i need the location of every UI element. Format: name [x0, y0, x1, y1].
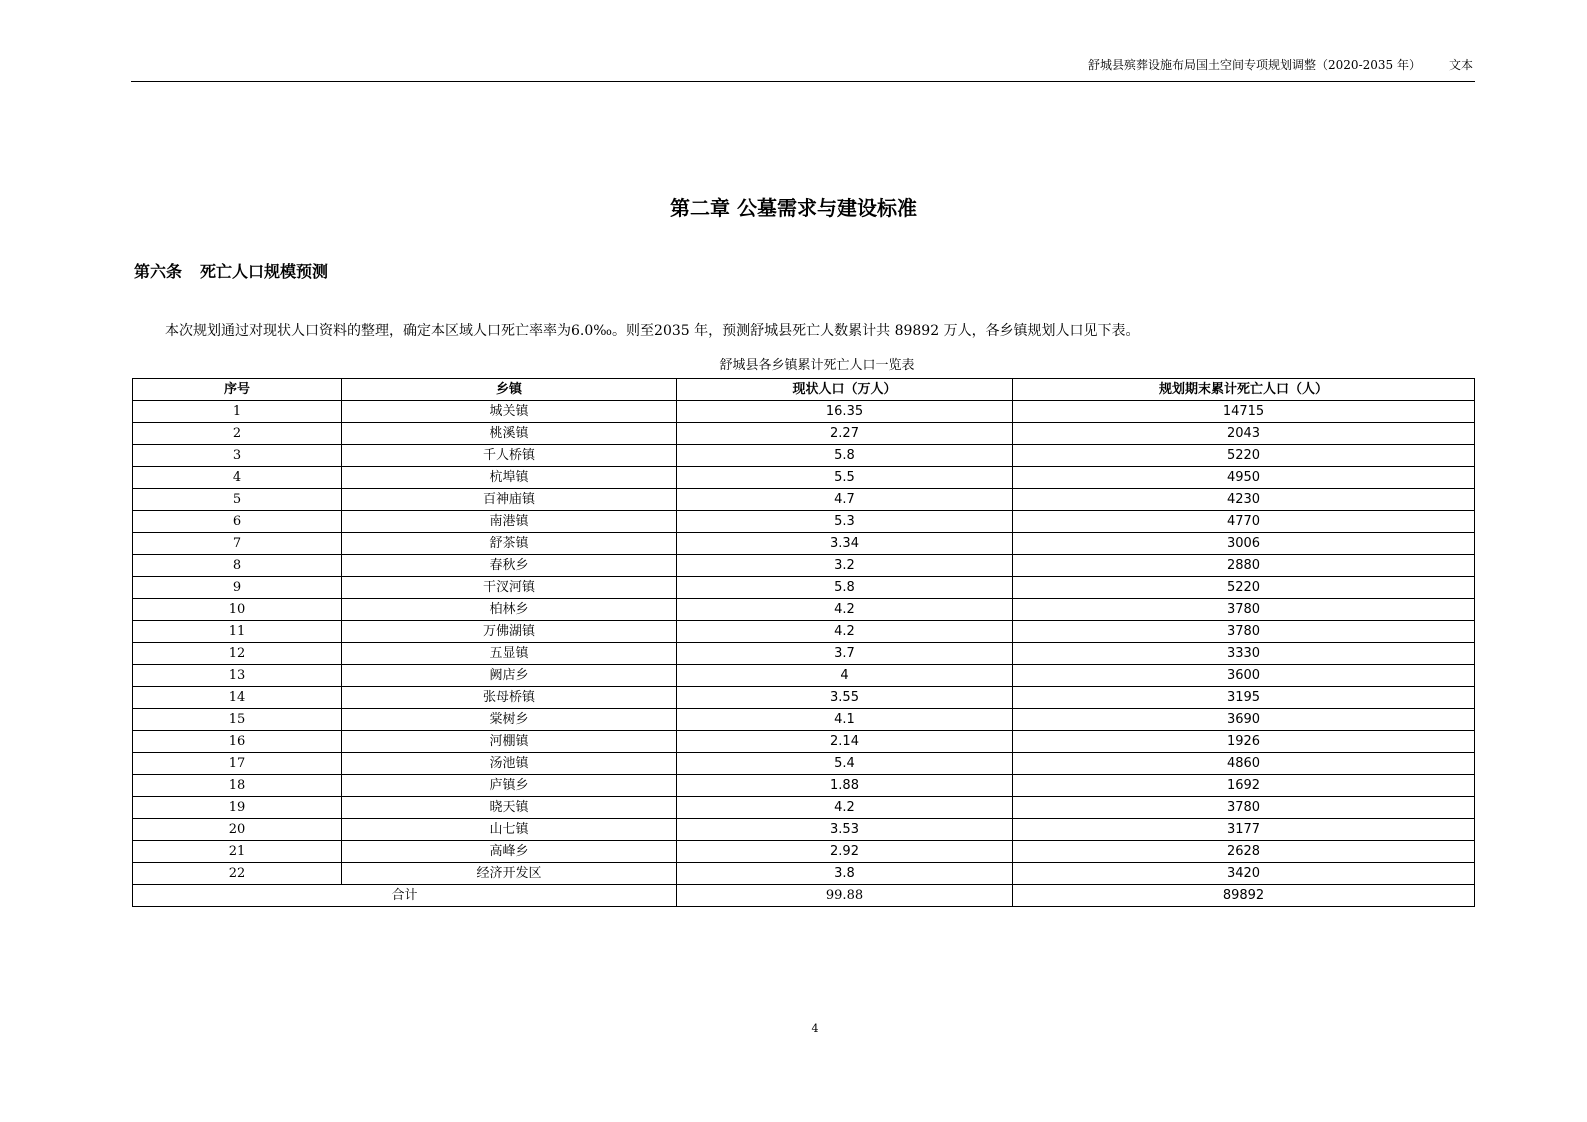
- cell-township: 杭埠镇: [342, 467, 677, 489]
- cell-index: 17: [133, 753, 342, 775]
- table-row: [133, 599, 1475, 621]
- cell-index: 11: [133, 621, 342, 643]
- table-row: [133, 819, 1475, 841]
- cell-index: 1: [133, 401, 342, 423]
- table-row: [133, 775, 1475, 797]
- cell-population: 1.88: [677, 775, 1013, 797]
- section-number: 第六条: [134, 262, 183, 281]
- cell-township: 百神庙镇: [342, 489, 677, 511]
- cell-township: 晓天镇: [342, 797, 677, 819]
- cell-deaths: 3600: [1013, 665, 1475, 687]
- section-name: 死亡人口规模预测: [200, 262, 329, 281]
- table-row: [133, 445, 1475, 467]
- cell-deaths: 3690: [1013, 709, 1475, 731]
- table-row: [133, 555, 1475, 577]
- cell-index: 14: [133, 687, 342, 709]
- table-row: [133, 511, 1475, 533]
- cell-population: 3.7: [677, 643, 1013, 665]
- cell-index: 19: [133, 797, 342, 819]
- cell-township: 桃溪镇: [342, 423, 677, 445]
- cell-population: 5.3: [677, 511, 1013, 533]
- cell-deaths: 4860: [1013, 753, 1475, 775]
- cell-deaths: 1926: [1013, 731, 1475, 753]
- cell-index: 22: [133, 863, 342, 885]
- cell-deaths: 3006: [1013, 533, 1475, 555]
- header-index: 序号: [133, 379, 342, 401]
- table-body: [133, 401, 1475, 885]
- header-divider: [131, 81, 1475, 82]
- cell-index: 7: [133, 533, 342, 555]
- table-caption: 舒城县各乡镇累计死亡人口一览表: [719, 358, 915, 373]
- cell-township: 阙店乡: [342, 665, 677, 687]
- cell-index: 13: [133, 665, 342, 687]
- cell-deaths: 2880: [1013, 555, 1475, 577]
- header-doc-type: 文本: [1448, 58, 1473, 72]
- header-population: 现状人口（万人）: [677, 379, 1013, 401]
- cell-deaths: 14715: [1013, 401, 1475, 423]
- cell-population: 3.53: [677, 819, 1013, 841]
- cell-deaths: 3780: [1013, 599, 1475, 621]
- table-row: [133, 533, 1475, 555]
- cell-township: 山七镇: [342, 819, 677, 841]
- cell-index: 6: [133, 511, 342, 533]
- cell-population: 4.2: [677, 797, 1013, 819]
- cell-index: 12: [133, 643, 342, 665]
- cell-population: 5.5: [677, 467, 1013, 489]
- cell-population: 3.2: [677, 555, 1013, 577]
- table-row: [133, 841, 1475, 863]
- cell-index: 4: [133, 467, 342, 489]
- cell-index: 8: [133, 555, 342, 577]
- table-row: [133, 665, 1475, 687]
- table-row: [133, 753, 1475, 775]
- total-deaths: 89892: [1013, 885, 1475, 907]
- cell-township: 汤池镇: [342, 753, 677, 775]
- total-population: 99.88: [677, 885, 1013, 907]
- cell-deaths: 4770: [1013, 511, 1475, 533]
- cell-index: 9: [133, 577, 342, 599]
- table-header-row: [133, 379, 1475, 401]
- cell-population: 3.8: [677, 863, 1013, 885]
- table-row: [133, 489, 1475, 511]
- total-label: 合计: [133, 885, 677, 907]
- header-township: 乡镇: [342, 379, 677, 401]
- body-paragraph: 本次规划通过对现状人口资料的整理，确定本区域人口死亡率率为6.0‰。则至2035 年，预测舒城县死亡人数累计共 89892 万人，各乡镇规划人口见下表。: [165, 323, 1140, 339]
- table-row: [133, 709, 1475, 731]
- cell-index: 21: [133, 841, 342, 863]
- cell-deaths: 4950: [1013, 467, 1475, 489]
- cell-population: 3.55: [677, 687, 1013, 709]
- cell-township: 经济开发区: [342, 863, 677, 885]
- cell-township: 张母桥镇: [342, 687, 677, 709]
- cell-population: 5.8: [677, 445, 1013, 467]
- cell-deaths: 5220: [1013, 577, 1475, 599]
- cell-index: 3: [133, 445, 342, 467]
- cell-township: 城关镇: [342, 401, 677, 423]
- cell-deaths: 3195: [1013, 687, 1475, 709]
- table-row: [133, 401, 1475, 423]
- cell-population: 5.4: [677, 753, 1013, 775]
- cell-township: 千人桥镇: [342, 445, 677, 467]
- chapter-title: 第二章 公墓需求与建设标准: [670, 196, 917, 220]
- cell-population: 2.27: [677, 423, 1013, 445]
- cell-population: 4.1: [677, 709, 1013, 731]
- cell-township: 南港镇: [342, 511, 677, 533]
- cell-township: 五显镇: [342, 643, 677, 665]
- section-title: [134, 259, 328, 282]
- cell-population: 2.14: [677, 731, 1013, 753]
- cell-deaths: 3330: [1013, 643, 1475, 665]
- death-population-table: [132, 378, 1475, 907]
- cell-deaths: 1692: [1013, 775, 1475, 797]
- cell-population: 4: [677, 665, 1013, 687]
- cell-township: 庐镇乡: [342, 775, 677, 797]
- cell-deaths: 2628: [1013, 841, 1475, 863]
- table-row: [133, 731, 1475, 753]
- table-row: [133, 423, 1475, 445]
- cell-index: 16: [133, 731, 342, 753]
- table-row: [133, 467, 1475, 489]
- cell-township: 河棚镇: [342, 731, 677, 753]
- cell-population: 5.8: [677, 577, 1013, 599]
- cell-index: 15: [133, 709, 342, 731]
- table-row: [133, 687, 1475, 709]
- cell-deaths: 4230: [1013, 489, 1475, 511]
- table-row: [133, 643, 1475, 665]
- cell-index: 2: [133, 423, 342, 445]
- cell-deaths: 3780: [1013, 797, 1475, 819]
- cell-population: 4.2: [677, 599, 1013, 621]
- table-row: [133, 621, 1475, 643]
- header-deaths: 规划期末累计死亡人口（人）: [1013, 379, 1475, 401]
- table-total-row: [133, 885, 1475, 907]
- cell-township: 高峰乡: [342, 841, 677, 863]
- cell-deaths: 3177: [1013, 819, 1475, 841]
- cell-index: 20: [133, 819, 342, 841]
- table-row: [133, 797, 1475, 819]
- page-number: 4: [811, 1022, 819, 1035]
- table-row: [133, 863, 1475, 885]
- cell-index: 18: [133, 775, 342, 797]
- cell-population: 3.34: [677, 533, 1013, 555]
- cell-population: 2.92: [677, 841, 1013, 863]
- cell-deaths: 3420: [1013, 863, 1475, 885]
- cell-township: 舒茶镇: [342, 533, 677, 555]
- cell-deaths: 3780: [1013, 621, 1475, 643]
- cell-township: 棠树乡: [342, 709, 677, 731]
- cell-township: 柏林乡: [342, 599, 677, 621]
- cell-township: 干汊河镇: [342, 577, 677, 599]
- cell-township: 万佛湖镇: [342, 621, 677, 643]
- cell-population: 4.7: [677, 489, 1013, 511]
- cell-population: 4.2: [677, 621, 1013, 643]
- cell-index: 5: [133, 489, 342, 511]
- page-header: [1088, 56, 1473, 73]
- cell-deaths: 5220: [1013, 445, 1475, 467]
- cell-township: 春秋乡: [342, 555, 677, 577]
- header-title: 舒城县殡葬设施布局国土空间专项规划调整（2020-2035 年）: [1088, 58, 1421, 72]
- cell-index: 10: [133, 599, 342, 621]
- cell-population: 16.35: [677, 401, 1013, 423]
- cell-deaths: 2043: [1013, 423, 1475, 445]
- table-row: [133, 577, 1475, 599]
